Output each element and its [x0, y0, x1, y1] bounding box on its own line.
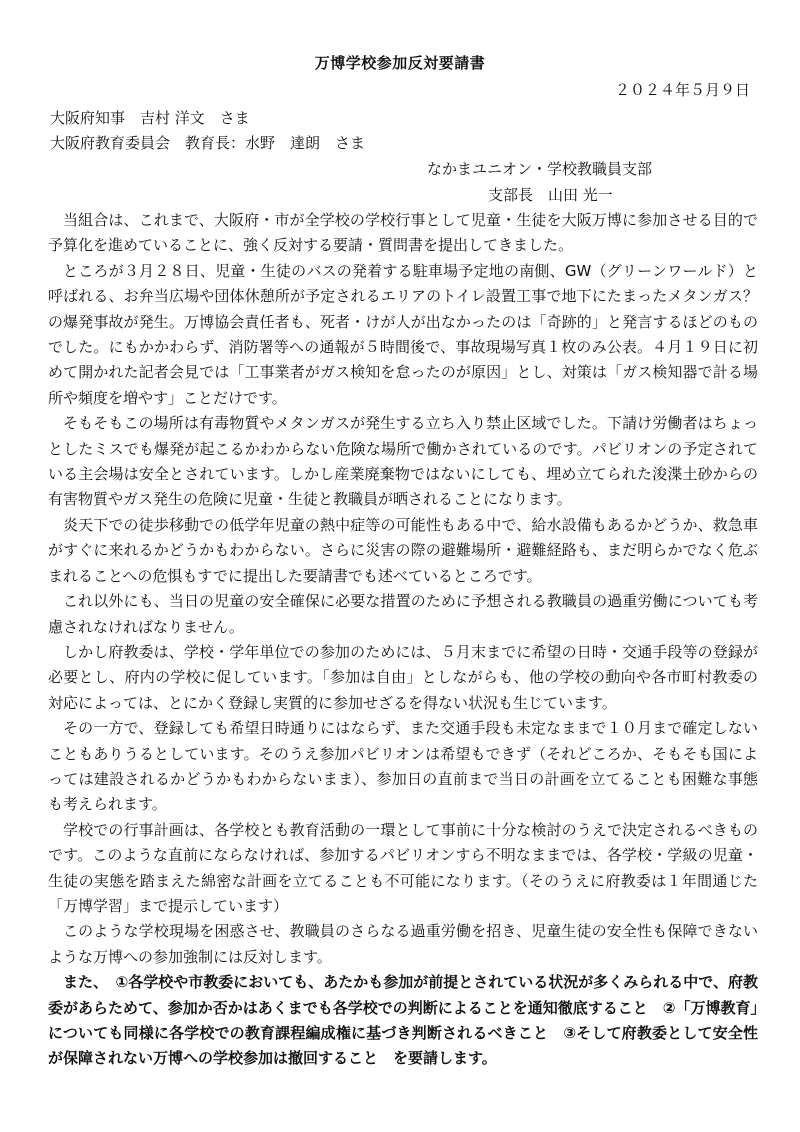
body-paragraph: 当組合は、これまで、大阪府・市が全学校の学校行事として児童・生徒を大阪万博に参加させる目的で予算化を進めていることに、強く反対する要請・質問書を提出してきました。	[48, 211, 758, 255]
body-paragraph: これ以外にも、当日の児童の安全確保に必要な措置のために予想される教職員の過重労働についても考慮されなければなりません。	[48, 592, 758, 636]
body-paragraph: そもそもこの場所は有毒物質やメタンガスが発生する立ち入り禁止区域でした。下請け労働者はちょっとしたミスでも爆発が起こるかわからない危険な場所で働かされているのです。パビリオンの予定されている主会場は安全とされています。しかし産業廃棄物ではないにしても、埋め立てられた浚渫土砂からの有害物質やガス発生の危険に児童・生徒と教職員が晒されることになります。	[48, 414, 758, 509]
body-paragraph: このような学校現場を困惑させ、教職員のさらなる過重労働を招き、児童生徒の安全性も保障できないような万博への参加強制には反対します。	[48, 922, 758, 966]
document-title: 万博学校参加反対要請書	[314, 54, 486, 72]
body-paragraph: 炎天下での徒歩移動での低学年児童の熱中症等の可能性もある中で、給水設備もあるかどうか、救急車がすぐに来れるかどうかもわからない。さらに災害の際の避難場所・避難経路も、まだ明らかでなく危ぶまれることへの危惧もすでに提出した要請書でも述べているところです。	[48, 515, 758, 585]
body-paragraph: ところが３月２８日、児童・生徒のバスの発着する駐車場予定地の南側、GW（グリーンワールド）と呼ばれる、お弁当広場や団体休憩所が予定されるエリアのトイレ設置工事で地下にたまったメタンガス？の爆発事故が発生。万博協会責任者も、死者・けが人が出なかったのは「奇跡的」と発言するほどのものでした。にもかかわらず、消防署等への通報が５時間後で、事故現場写真１枚のみ公表。４月１９日に初めて開かれた記者会見では「工事業者がガス検知を怠ったのが原因」とし、対策は「ガス検知器で計る場所や頻度を増やす」ことだけです。	[48, 261, 758, 407]
document-date: ２０２４年５月９日	[614, 81, 750, 99]
document-body	[48, 208, 758, 1072]
addressee-superintendent: 大阪府教育委員会 教育長：水野 達朗 さま	[50, 134, 366, 152]
body-paragraph: その一方で、登録しても希望日時通りにはならず、また交通手段も未定なままで１０月まで確定しないこともありうるとしています。そのうえ参加パビリオンは希望もできず（それどころか、そもそも国によっては建設されるかどうかもわからないまま）、参加日の直前まで当日の計画を立てることも困難な事態も考えられます。	[48, 719, 758, 814]
request-paragraph: また、 ①各学校や市教委においても、あたかも参加が前提とされている状況が多くみられる中で、府教委があらためて、参加か否かはあくまでも各学校での判断によることを通知徹底すること ②「万博教育」についても同様に各学校での教育課程編成権に基づき判断されるべきこと ③そして府教委として安全性が保障されない万博への学校参加は撤回すること を要請します。	[48, 973, 758, 1068]
body-paragraph: しかし府教委は、学校・学年単位での参加のためには、５月末までに希望の日時・交通手段等の登録が必要とし、府内の学校に促しています。「参加は自由」としながらも、他の学校の動向や各市町村教委の対応によっては、とにかく登録し実質的に参加せざるを得ない状況も生じています。	[48, 642, 758, 712]
sender-name: 支部長 山田 光一	[488, 186, 613, 204]
body-paragraph: 学校での行事計画は、各学校とも教育活動の一環として事前に十分な検討のうえで決定されるべきものです。このような直前にならなければ、参加するパビリオンすら不明なままでは、各学校・学級の児童・生徒の実態を踏まえた綿密な計画を立てることも不可能になります。（そのうえに府教委は１年間通じた「万博学習」まで提示しています）	[48, 820, 758, 915]
addressee-governor: 大阪府知事 吉村 洋文 さま	[50, 109, 250, 127]
sender-organization: なかまユニオン・学校教職員支部	[427, 160, 653, 178]
